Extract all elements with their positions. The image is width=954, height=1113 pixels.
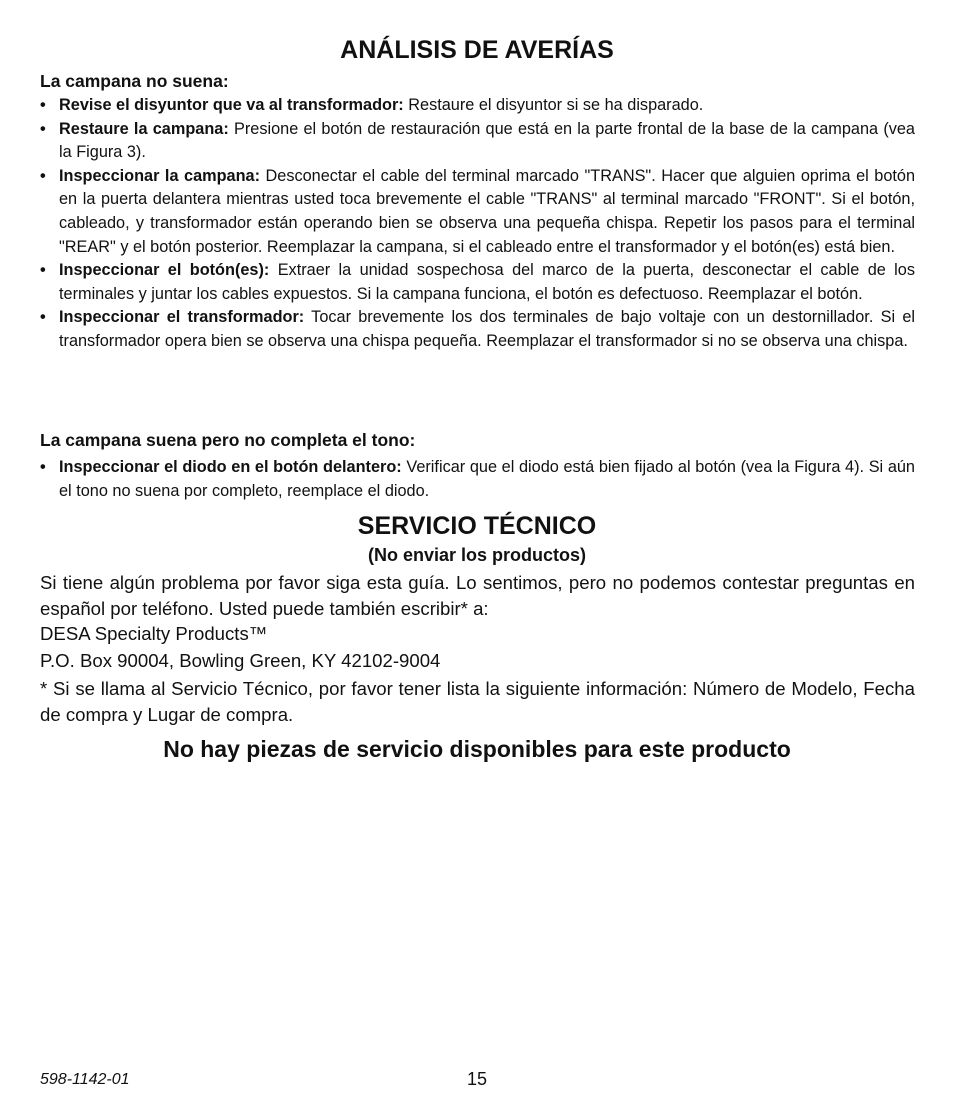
step-lead: Revise el disyuntor que va al transformador: <box>59 96 404 114</box>
step-lead: Restaure la campana: <box>59 119 229 138</box>
list-item <box>40 259 915 306</box>
bullet-icon: • <box>40 166 46 185</box>
step-text: Restaure el disyuntor si se ha disparado. <box>403 96 704 114</box>
service-title: SERVICIO TÉCNICO <box>357 512 597 540</box>
list-item <box>40 456 915 503</box>
list-item <box>40 94 915 118</box>
step-text: Tocar brevemente los dos terminales de bajo voltaje con un destornillador. Si el transformador opera bien se observa una chispa pequeña. Reemplazar el transformador si no se observa una chispa. <box>59 308 915 350</box>
service-subtitle: (No enviar los productos) <box>367 545 587 565</box>
step-text: Verificar que el diodo está bien fijado al botón (vea la Figura 4). Si aún el tono no suena por completo, reemplace el diodo. <box>59 458 915 500</box>
step-text: Presione el botón de restauración que está en la parte frontal de la base de la campana (vea la Figura 3). <box>59 119 915 162</box>
service-intro: Si tiene algún problema por favor siga esta guía. Lo sentimos, pero no podemos contestar preguntas en español por teléfono. Usted puede también escribir* a: <box>40 572 915 620</box>
step-lead: Inspeccionar la campana: <box>59 166 261 185</box>
service-note: * Si se llama al Servicio Técnico, por favor tener lista la siguiente información: Número de Modelo, Fecha de compra y Lugar de compra. <box>40 678 915 726</box>
bullet-icon: • <box>40 119 46 138</box>
company-name: DESA Specialty Products™ <box>40 623 268 644</box>
bullet-icon: • <box>40 458 46 476</box>
step-lead: Inspeccionar el transformador: <box>59 308 305 327</box>
subheading-incomplete-tone: La campana suena pero no completa el tono: <box>40 430 416 450</box>
troubleshooting-title: ANÁLISIS DE AVERÍAS <box>340 36 614 64</box>
step-lead: Inspeccionar el botón(es): <box>59 261 270 280</box>
step-text: Extraer la unidad sospechosa del marco de la puerta, desconectar el cable de los terminales y juntar los cables expuestos. Si la campana funciona, el botón es defectuoso. Reemplazar el botón. <box>59 261 915 303</box>
no-parts-notice: No hay piezas de servicio disponibles para este producto <box>163 736 791 762</box>
no-ring-steps-list <box>40 94 915 354</box>
mailing-address: P.O. Box 90004, Bowling Green, KY 42102-9004 <box>40 650 441 671</box>
list-item <box>40 118 915 165</box>
bullet-icon: • <box>40 261 46 280</box>
incomplete-tone-steps-list <box>40 456 915 503</box>
list-item <box>40 165 915 259</box>
page-number: 15 <box>466 1069 488 1089</box>
bullet-icon: • <box>40 96 46 114</box>
list-item <box>40 306 915 353</box>
step-text: Desconectar el cable del terminal marcado "TRANS". Hacer que alguien oprima el botón en la puerta delantera mientras usted toca brevemente el cable "TRANS" al terminal marcado "FRONT". Si el botón, cableado, y transformador están operando bien se observa una pequeña chispa. Repetir los pasos para el terminal "REAR" y el botón posterior. Reemplazar la campana, si el cableado entre el transformador y el botón(es) está bien. <box>59 166 916 256</box>
subheading-no-ring: La campana no suena: <box>40 71 229 91</box>
step-lead: Inspeccionar el diodo en el botón delantero: <box>59 458 402 476</box>
document-number: 598-1142-01 <box>40 1071 130 1088</box>
bullet-icon: • <box>40 308 46 327</box>
